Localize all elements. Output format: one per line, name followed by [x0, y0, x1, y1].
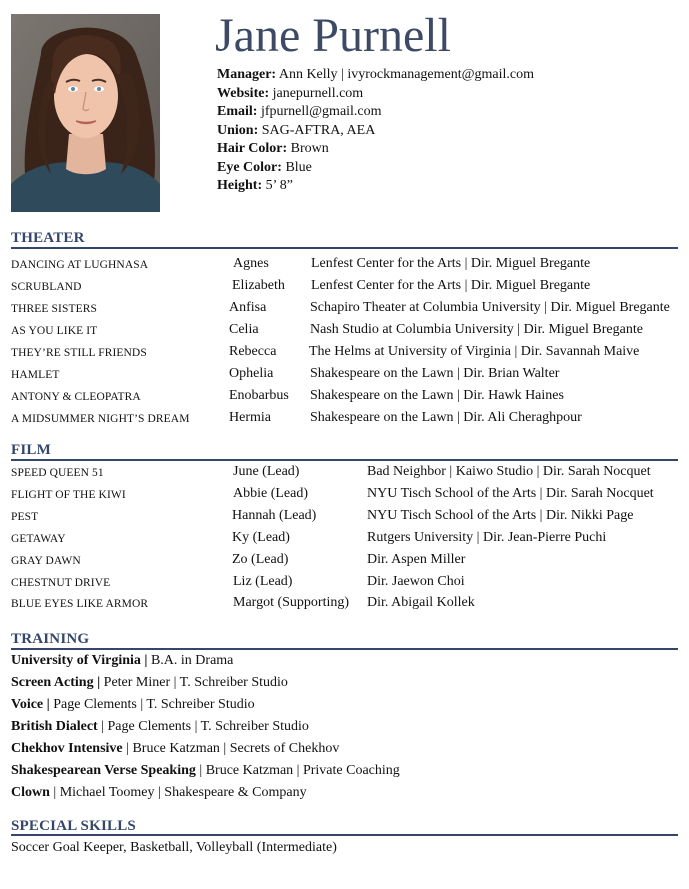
venue: Lenfest Center for the Arts | Dir. Miguel Bregante	[311, 256, 591, 271]
production-title: A MIDSUMMER NIGHT’S DREAM	[11, 413, 190, 425]
role: Hermia	[229, 410, 271, 425]
venue: Shakespeare on the Lawn | Dir. Hawk Haines	[310, 388, 564, 403]
role: June (Lead)	[233, 464, 300, 479]
film-row	[0, 550, 689, 572]
production-title: ANTONY & CLEOPATRA	[11, 391, 141, 403]
training-divider	[11, 648, 678, 650]
role: Enobarbus	[229, 388, 289, 403]
production-title: SCRUBLAND	[11, 281, 82, 293]
production-title: HAMLET	[11, 369, 60, 381]
production-title: THEY’RE STILL FRIENDS	[11, 347, 147, 359]
theater-heading: THEATER	[11, 230, 85, 246]
role: Celia	[229, 322, 259, 337]
production-title: FLIGHT OF THE KIWI	[11, 489, 126, 501]
film-row	[0, 506, 689, 528]
role: Ophelia	[229, 366, 274, 381]
venue: Bad Neighbor | Kaiwo Studio | Dir. Sarah Nocquet	[367, 464, 651, 479]
venue: Shakespeare on the Lawn | Dir. Brian Walter	[310, 366, 560, 381]
role: Hannah (Lead)	[232, 508, 317, 523]
production-title: THREE SISTERS	[11, 303, 97, 315]
venue: Schapiro Theater at Columbia University | Dir. Miguel Bregante	[310, 300, 670, 315]
film-row	[0, 593, 689, 615]
contact-manager: Manager: Ann Kelly | ivyrockmanagement@gmail.com	[217, 67, 535, 82]
film-divider	[11, 459, 678, 461]
role: Agnes	[233, 256, 269, 271]
film-row	[0, 528, 689, 550]
venue: The Helms at University of Virginia | Dir. Savannah Maive	[309, 344, 640, 359]
venue: Dir. Jaewon Choi	[367, 574, 465, 589]
theater-row	[0, 342, 689, 364]
venue: NYU Tisch School of the Arts | Dir. Nikki Page	[367, 508, 634, 523]
role: Rebecca	[229, 344, 277, 359]
training-item: Shakespearean Verse Speaking | Bruce Katzman | Private Coaching	[11, 763, 400, 778]
training-item: Chekhov Intensive | Bruce Katzman | Secrets of Chekhov	[11, 741, 340, 756]
production-title: PEST	[11, 511, 39, 523]
training-item: British Dialect | Page Clements | T. Schreiber Studio	[11, 719, 309, 734]
theater-row	[0, 254, 689, 276]
film-row	[0, 462, 689, 484]
theater-row	[0, 364, 689, 386]
contact-email[interactable]: Email: jfpurnell@gmail.com	[217, 104, 382, 119]
role: Anfisa	[229, 300, 267, 315]
theater-divider	[11, 247, 678, 249]
special-skills-heading: SPECIAL SKILLS	[11, 818, 136, 834]
special-skills-text: Soccer Goal Keeper, Basketball, Volleyball (Intermediate)	[11, 840, 337, 855]
film-row	[0, 572, 689, 594]
role: Ky (Lead)	[232, 530, 290, 545]
production-title: CHESTNUT DRIVE	[11, 577, 111, 589]
training-item: Screen Acting | Peter Miner | T. Schreiber Studio	[11, 675, 288, 690]
theater-row	[0, 298, 689, 320]
role: Elizabeth	[232, 278, 285, 293]
theater-row	[0, 408, 689, 430]
venue: Dir. Aspen Miller	[367, 552, 466, 567]
contact-website[interactable]: Website: janepurnell.com	[217, 85, 364, 101]
film-row	[0, 484, 689, 506]
theater-row	[0, 276, 689, 298]
contact-union: Union: SAG-AFTRA, AEA	[217, 122, 376, 138]
contact-eye-color: Eye Color: Blue	[217, 159, 312, 175]
venue: Dir. Abigail Kollek	[367, 595, 475, 610]
headshot-photo	[11, 14, 160, 212]
production-title: DANCING AT LUGHNASA	[11, 259, 149, 271]
role: Liz (Lead)	[233, 574, 293, 589]
theater-row	[0, 386, 689, 408]
contact-info	[217, 66, 534, 196]
training-item: Clown | Michael Toomey | Shakespeare & Company	[11, 785, 307, 800]
production-title: GETAWAY	[11, 533, 66, 545]
film-heading: FILM	[11, 442, 51, 458]
venue: NYU Tisch School of the Arts | Dir. Sarah Nocquet	[367, 486, 654, 501]
role: Zo (Lead)	[232, 552, 289, 567]
training-heading: TRAINING	[11, 631, 90, 647]
production-title: BLUE EYES LIKE ARMOR	[11, 598, 149, 610]
training-item: Voice | Page Clements | T. Schreiber Studio	[11, 697, 255, 712]
venue: Shakespeare on the Lawn | Dir. Ali Cheraghpour	[310, 410, 582, 425]
contact-hair-color: Hair Color: Brown	[217, 141, 329, 156]
role: Abbie (Lead)	[233, 486, 309, 501]
actor-name: Jane Purnell	[215, 9, 451, 62]
role: Margot (Supporting)	[233, 595, 350, 610]
venue: Nash Studio at Columbia University | Dir. Miguel Bregante	[310, 322, 643, 337]
production-title: AS YOU LIKE IT	[11, 325, 98, 337]
special-skills-divider	[11, 834, 678, 836]
production-title: GRAY DAWN	[11, 555, 81, 567]
venue: Rutgers University | Dir. Jean-Pierre Puchi	[367, 530, 607, 545]
contact-height: Height: 5’ 8”	[217, 178, 293, 193]
portrait-illustration	[11, 14, 160, 212]
production-title: SPEED QUEEN 51	[11, 467, 104, 479]
theater-row	[0, 320, 689, 342]
training-item: University of Virginia | B.A. in Drama	[11, 653, 234, 668]
venue: Lenfest Center for the Arts | Dir. Miguel Bregante	[311, 278, 591, 293]
